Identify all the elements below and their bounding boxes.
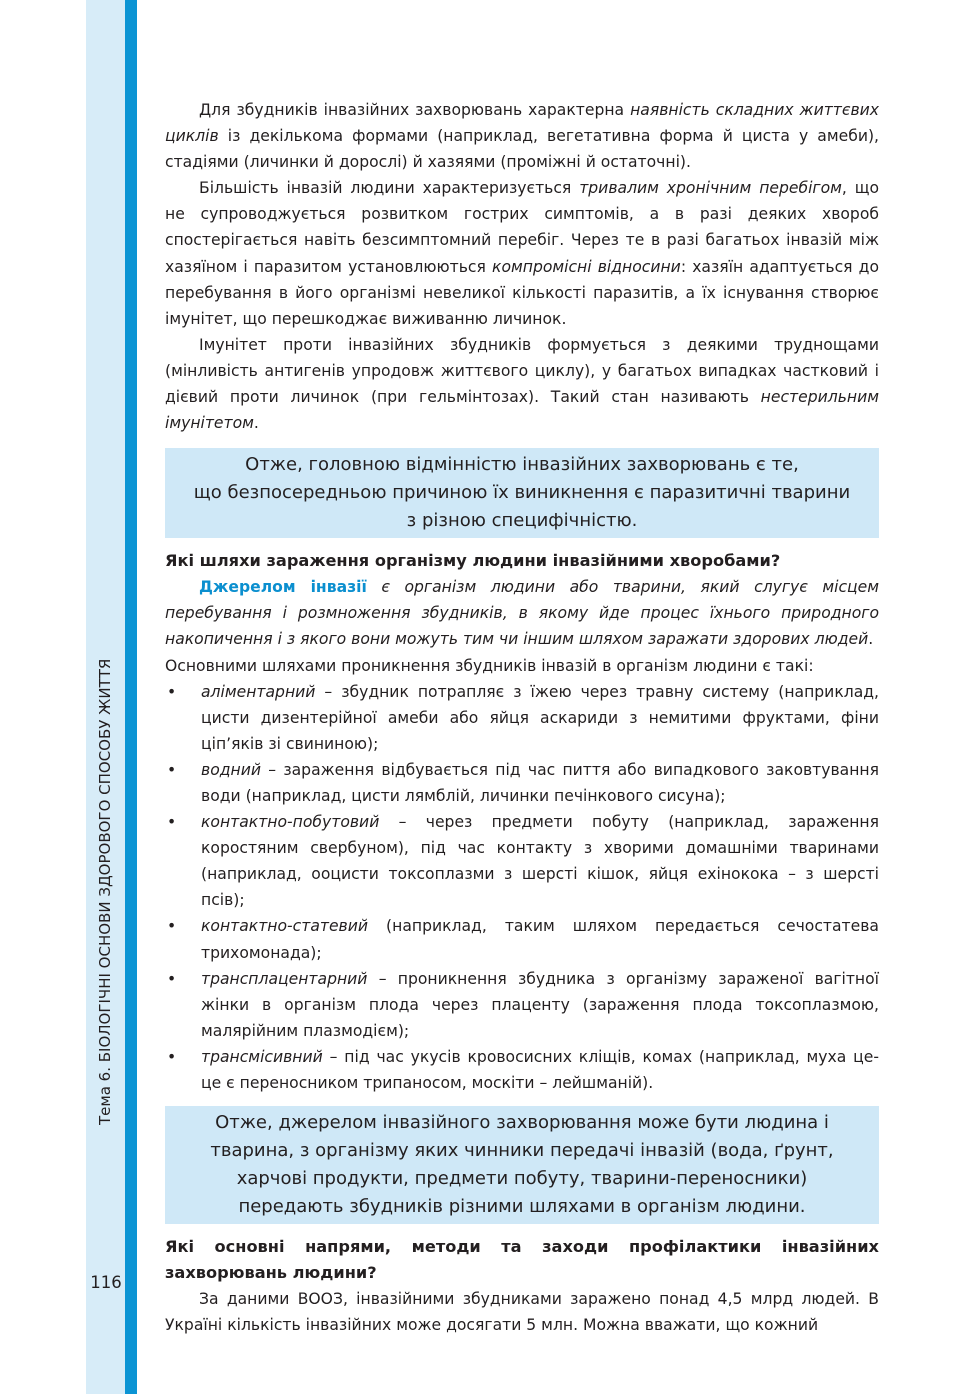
summary-box-main-difference: Отже, головною відмінністю інвазійних захворювань є те, що безпосередньою причиною їх виникнення є паразитичні тварини з різною специфічністю.	[165, 448, 879, 538]
page-content	[165, 97, 879, 1338]
paragraph-routes-intro: Основними шляхами проникнення збудників інвазій в організм людини є такі:	[165, 656, 814, 675]
list-item: • аліментарний – збудник потрапляє з їжею через травну систему (наприклад, цисти дизентерійної амеби або яйця аскариди з немитими фруктами, фіни ціп’яків зі свининою);	[167, 682, 879, 753]
list-item: • трансплацентарний – проникнення збудника з організму зараженої вагітної жінки в організм плода через плаценту (зараження плода токсоплазмою, малярійним плазмодієм);	[167, 969, 879, 1040]
page-number: 116	[90, 1273, 122, 1292]
paragraph-chronic-course: Більшість інвазій людини характеризується тривалим хронічним перебігом, що не супроводжується розвитком гострих симптомів, а в разі деяких хвороб спостерігається навіть безсимптомний перебіг. Через те в разі багатьох інвазій між хазяїном і паразитом установлюються компромісні відносини: хазяїн адаптується до перебування в його організмі невеликої кількості паразитів, а їх існування створює імунітет, що перешкоджає виживанню личинок.	[165, 179, 879, 328]
section-heading-infection-routes: Які шляхи зараження організму людини інвазійними хворобами?	[165, 551, 781, 571]
paragraph-immunity: Імунітет проти інвазійних збудників формується з деякими труднощами (мінливість антигенів упродовж життєвого циклу), у багатьох випадках частковий і дієвий проти личинок (при гельмінтозах). Такий стан називають нестерильним імунітетом.	[165, 335, 879, 433]
list-item: • трансмісивний – під час укусів кровосисних кліщів, комах (наприклад, муха це-це є переносником трипаносом, москіти – лейшманій).	[167, 1047, 879, 1092]
section-heading-prevention: Які основні напрями, методи та заходи профілактики інвазійних захворювань людини?	[165, 1237, 879, 1283]
side-rail-accent	[125, 0, 137, 1394]
routes-list	[165, 679, 879, 1097]
running-title: Тема 6. БІОЛОГІЧНІ ОСНОВИ ЗДОРОВОГО СПОСОБУ ЖИТТЯ	[96, 658, 114, 1125]
term-invasion-source: Джерелом інвазії	[199, 578, 367, 597]
left-margin	[0, 0, 86, 1394]
paragraph-who-data: За даними ВООЗ, інвазійними збудниками заражено понад 4,5 млрд людей. В Україні кількість інвазійних може досягати 5 млн. Можна вважати, що кожний	[165, 1290, 879, 1335]
list-item: • контактно-побутовий – через предмети побуту (наприклад, зараження коростяним свербуном), під час контакту з хворими домашніми тваринами (наприклад, ооцисти токсоплазми з шерсті кішок, яйця ехінокока – з шерсті псів);	[167, 813, 879, 910]
summary-box-invasion-source: Отже, джерелом інвазійного захворювання може бути людина і тварина, з організму яких чинники передачі інвазій (вода, ґрунт, харчові продукти, предмети побуту, тварини-переносники) передають збудників різними шляхами в організм людини.	[165, 1106, 879, 1224]
paragraph-life-cycles: Для збудників інвазійних захворювань характерна наявність складних життєвих циклів із декількома формами (наприклад, вегетативна форма й циста у амеби), стадіями (личинки й дорослі) й хазяями (проміжні й остаточні).	[165, 101, 879, 172]
list-item: • водний – зараження відбувається під час пиття або випадкового заковтування води (наприклад, цисти лямблій, личинки печінкового сисуна);	[167, 760, 879, 805]
list-item: • контактно-статевий (наприклад, таким шляхом передається сечостатева трихомонада);	[167, 917, 879, 962]
paragraph-invasion-source: Джерелом інвазії є організм людини або тварини, який слугує місцем перебування і розмноження збудників, в якому йде процес їхнього природного накопичення і з якого вони можуть тим чи іншим шляхом заражати здорових людей.	[165, 578, 879, 649]
